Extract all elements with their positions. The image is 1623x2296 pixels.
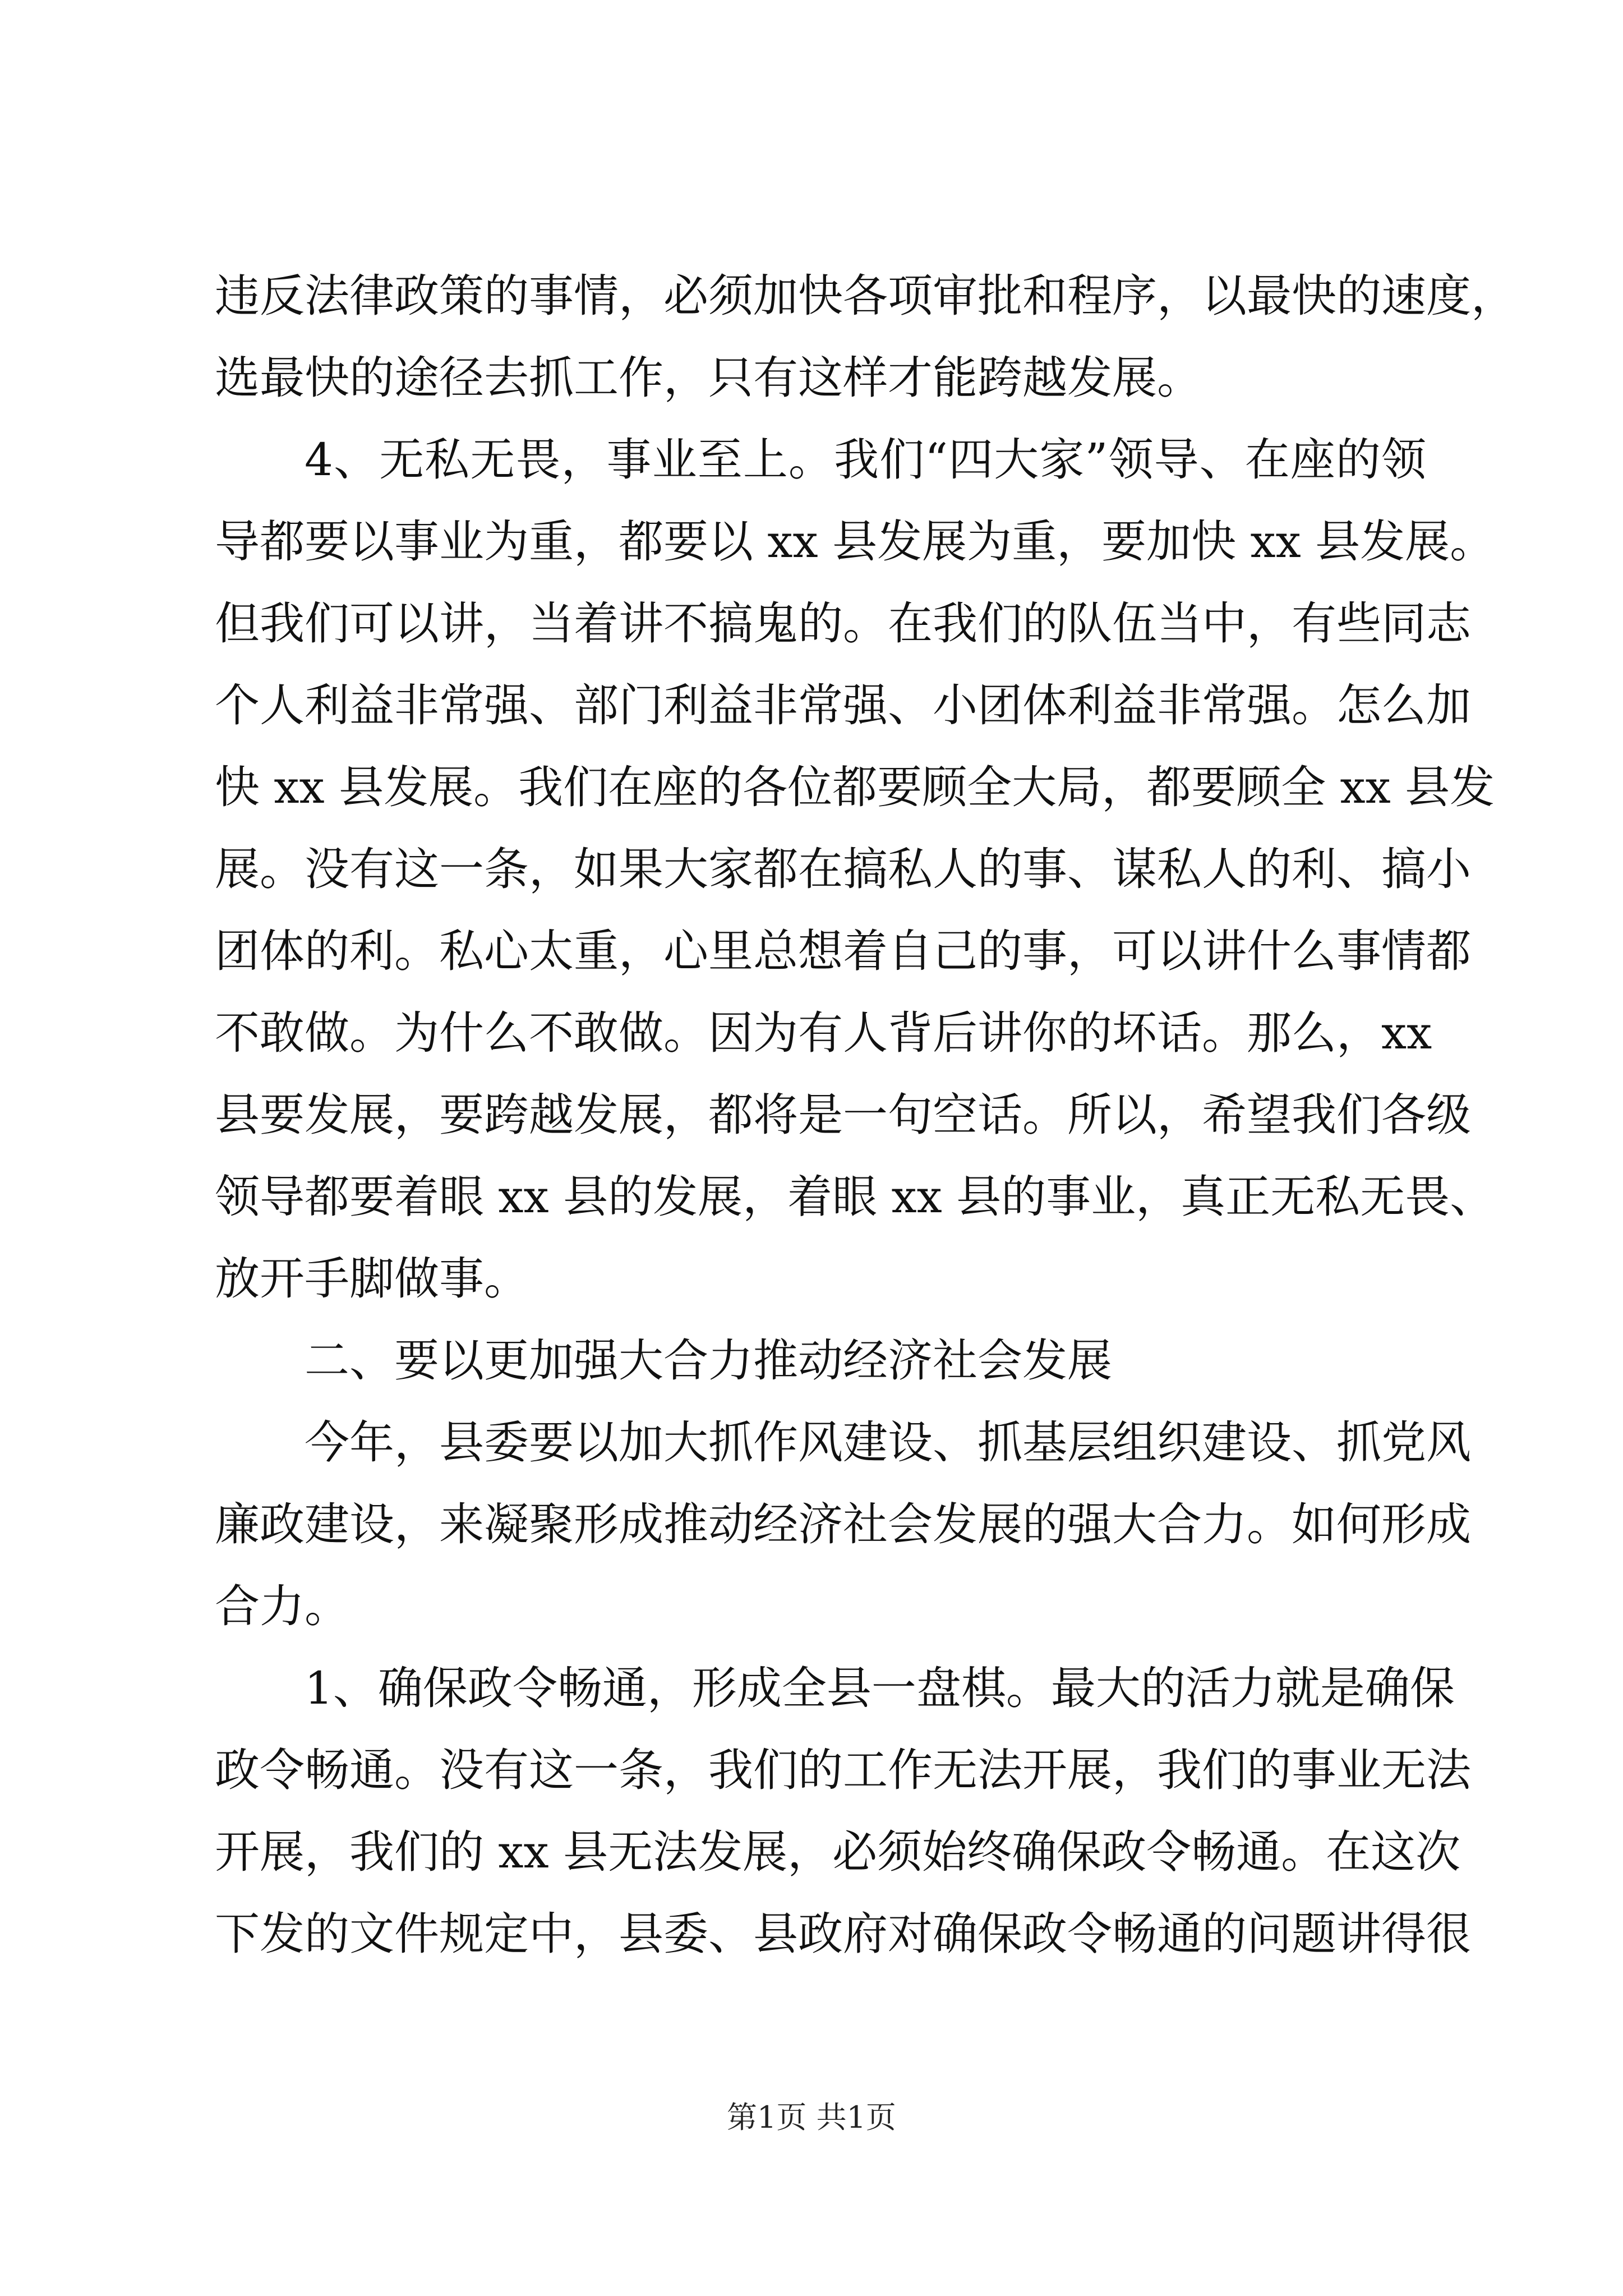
text-line: 团体的利。私心太重，心里总想着自己的事，可以讲什么事情都 — [215, 925, 1471, 977]
text-line: 开展，我们的 xx 县无法发展，必须始终确保政令畅通。在这次 — [215, 1826, 1461, 1878]
text-line: 4、无私无畏，事业至上。我们“四大家”领导、在座的领 — [305, 434, 1426, 486]
text-line: 违反法律政策的事情，必须加快各项审批和程序，以最快的速度， — [215, 270, 1516, 322]
text-line: 廉政建设，来凝聚形成推动经济社会发展的强大合力。如何形成 — [215, 1498, 1471, 1550]
text-line: 县要发展，要跨越发展，都将是一句空话。所以，希望我们各级 — [215, 1089, 1471, 1141]
text-line: 快 xx 县发展。我们在座的各位都要顾全大局，都要顾全 xx 县发 — [215, 761, 1495, 813]
text-line: 领导都要着眼 xx 县的发展，着眼 xx 县的事业，真正无私无畏、 — [215, 1171, 1495, 1223]
text-line: 个人利益非常强、部门利益非常强、小团体利益非常强。怎么加 — [215, 679, 1471, 731]
text-line: 今年，县委要以加大抓作风建设、抓基层组织建设、抓党风 — [305, 1416, 1471, 1469]
text-line: 1、确保政令畅通，形成全县一盘棋。最大的活力就是确保 — [305, 1662, 1455, 1714]
section-heading: 二、要以更加强大合力推动经济社会发展 — [305, 1335, 1112, 1387]
text-line: 展。没有这一条，如果大家都在搞私人的事、谋私人的利、搞小 — [215, 843, 1471, 895]
text-line: 不敢做。为什么不敢做。因为有人背后讲你的坏话。那么，xx — [215, 1007, 1432, 1059]
page-footer: 第1页 共1页 — [727, 2100, 896, 2135]
text-line: 合力。 — [215, 1580, 349, 1632]
text-line: 但我们可以讲，当着讲不搞鬼的。在我们的队伍当中，有些同志 — [215, 597, 1471, 650]
text-line: 下发的文件规定中，县委、县政府对确保政令畅通的问题讲得很 — [215, 1908, 1471, 1960]
text-line: 导都要以事业为重，都要以 xx 县发展为重，要加快 xx 县发展。 — [215, 516, 1495, 568]
document-body — [215, 255, 1516, 1975]
text-line: 政令畅通。没有这一条，我们的工作无法开展，我们的事业无法 — [215, 1744, 1471, 1796]
text-line: 选最快的途径去抓工作，只有这样才能跨越发展。 — [215, 352, 1202, 404]
text-line: 放开手脚做事。 — [215, 1253, 529, 1305]
